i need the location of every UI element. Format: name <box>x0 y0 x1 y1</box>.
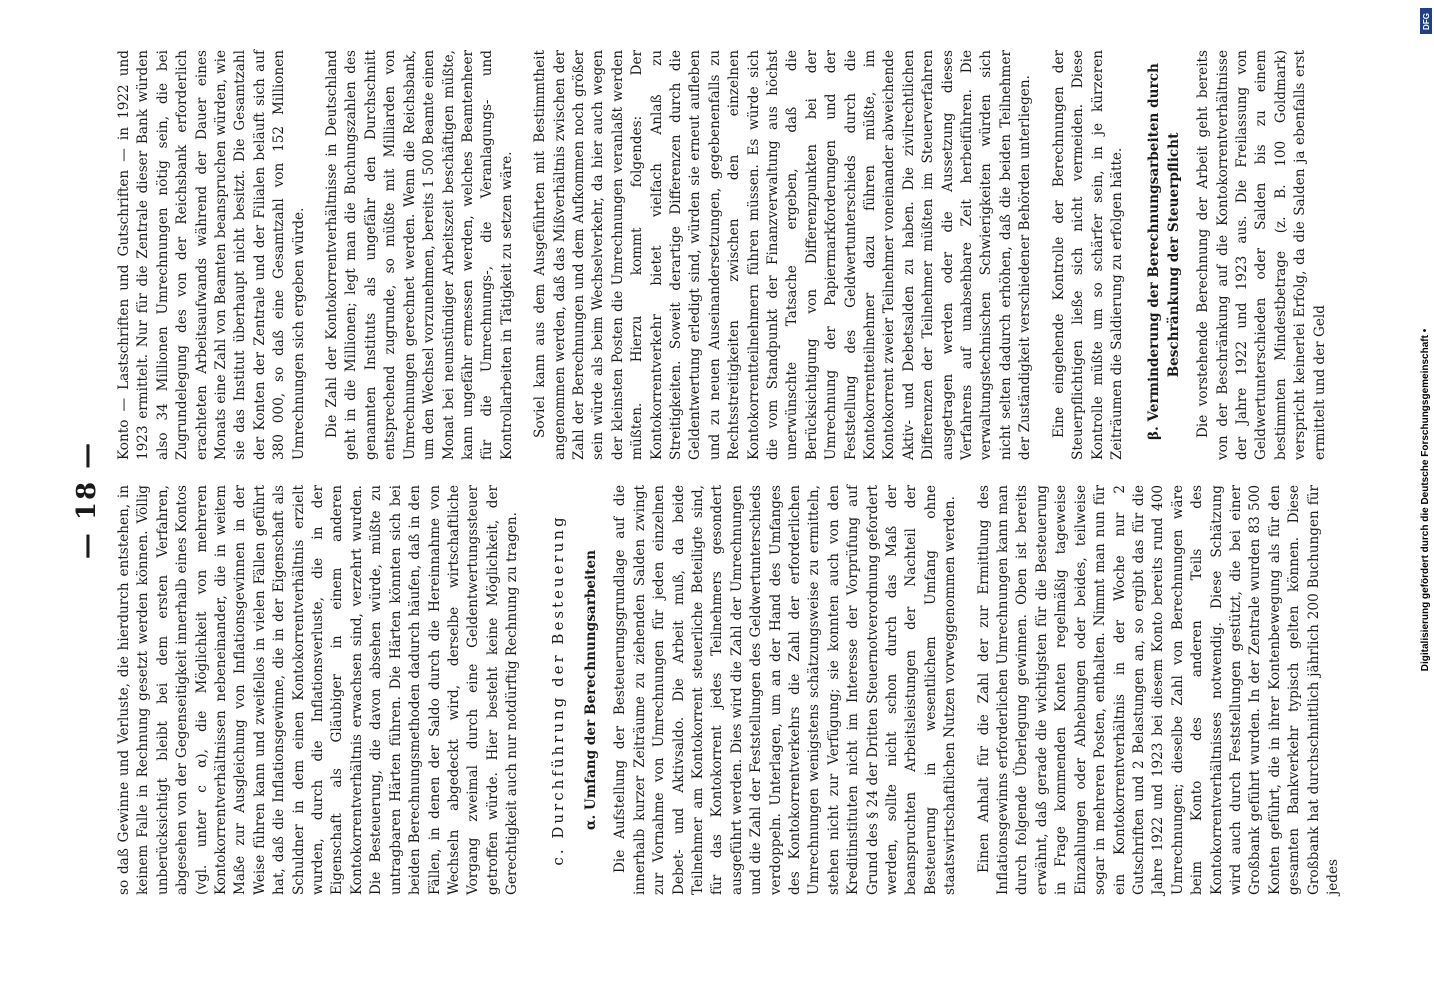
sub-heading-continuation: Beschränkung der Steuerpflicht <box>1165 132 1182 378</box>
sub-heading: β. Verminderung der Berechnungsarbeiten durch <box>1146 63 1163 440</box>
section-heading: c. Durchführung der Besteuerung <box>548 514 567 866</box>
paragraph: Eine eingehende Kontrolle der Berechnungen der Steuerpflichtigen ließe sich nicht vermeiden. Diese Kontrolle müßte um so schärfer sein, in je kürzeren Zeiträumen die Saldierung zu erfolgen hätte. <box>1050 50 1125 460</box>
paragraph: Die vorstehende Berechnung der Arbeit geht bereits von der Beschränkung auf die Kontokorrentverhältnisse der Jahre 1922 und 1923 aus. Die Freilassung von Geldwertunterschieden oder Salden bis zu einem bestimmten Mindestbetrage (z. B. 100 Goldmark) verspricht keinerlei Erfolg, da die Salden ja ebenfalls erst ermittelt und der Geld <box>1195 50 1328 460</box>
dfg-logo-text: DFG <box>1421 12 1431 30</box>
paragraph: Die Aufstellung der Besteuerungsgrundlage auf die innerhalb kurzer Zeiträume zu ziehenden Salden zwingt zur Vornahme von Umrechnungen für jeden einzelnen Debet- und Aktivsaldo. Die Arbeit muß, da beide Teilnehmer am Kontokorrent steuerliche Beteiligte sind, für das Kontokorrent jedes Teilnehmers gesondert ausgeführt werden. Dies wird die Zahl der Umrechnungen und die Zahl der Feststellungen des Geldwertunterschieds verdoppeln. Unterlagen, um an der Hand des Umfanges des Kontokorrentverkehrs die Zahl der erforderlichen Umrechnungen wenigstens schätzungsweise zu ermitteln, stehen nicht zur Verfügung; sie konnten auch von den Kreditinstituten nicht im Interesse der Vorprüfung auf Grund des § 24 der Dritten Steuernotverordnung gefordert werden, sollte nicht schon durch das Maß der beanspruchten Arbeitsleistungen der Nachteil der Besteuerung in wesentlichem Umfang ohne staatswirtschaftlichen Nutzen vorweggenommen werden. <box>612 485 959 895</box>
paragraph: so daß Gewinne und Verluste, die hierdurch entstehen, in keinem Falle in Rechnung gesetzt werden können. Völlig unberücksichtigt bleibt bei dem ersten Verfahren, abgesehen von der Gegenseitigkeit innerhalb eines Kontos (vgl. unter c α), die Möglichkeit von mehreren Kontokorrentverhältnissen nebeneinander, die in weitem Maße zur Ausgleichung von Inflationsgewinnen in der Weise führen kann und zweifellos in vielen Fällen geführt hat, daß die Inflationsgewinne, die in der Eigenschaft als Schuldner in dem einen Kontokorrentverhältnis erzielt wurden, durch die Inflationsverluste, die in der Eigenschaft als Gläubiger in einem anderen Kontokorrentverhältnis erwachsen sind, verzehrt wurden. Die Besteuerung, die davon absehen würde, müßte zu untragbaren Härten führen. Die Härten könnten sich bei beiden Berechnungsmethoden dadurch häufen, daß in den Fällen, in denen der Saldo durch die Hereinnahme von Wechseln abgedeckt wird, derselbe wirtschaftliche Vorgang zweimal durch eine Geldentwertungssteuer getroffen würde. Hier besteht keine Möglichkeit, der Gerechtigkeit auch nur notdürftig Rechnung zu tragen. <box>116 485 521 895</box>
page-number: — 18 — <box>72 440 102 560</box>
left-column <box>115 485 1343 895</box>
digitization-credit: Digitalisierung gefördert durch die Deutsche Forschungsgemeinschaft • <box>1420 328 1431 672</box>
dfg-logo <box>1420 8 1432 34</box>
right-column <box>115 50 1330 460</box>
paragraph: Konto — Lastschriften und Gutschriften — in 1922 und 1923 ermittelt. Nur für die Zentrale dieser Bank würden also 34 Millionen Umrechnungen nötig sein, die bei Zugrundelegung des von der Reichsbank erforderlich erachteten Arbeitsaufwands während der Dauer eines Monats eine Zahl von Beamten beanspruchen würden, wie sie das Institut überhaupt nicht besitzt. Die Gesamtzahl der Konten der Zentrale und der Filialen beläuft sich auf 380 000, so daß eine Gesamtzahl von 152 Millionen Umrechnungen sich ergeben würde. <box>116 50 307 460</box>
paragraph: Einen Anhalt für die Zahl der zur Ermittlung des Inflationsgewinns erforderlichen Umrechnungen kann man durch folgende Überlegung gewinnen. Oben ist bereits erwähnt, daß gerade die wichtigsten für die Besteuerung in Frage kommenden Konten regelmäßig tageweise Einzahlungen oder Abhebungen oder beides, teilweise sogar in mehreren Posten, enthalten. Nimmt man nun für ein Kontokorrentverhältnis in der Woche nur 2 Gutschriften und 2 Belastungen an, so ergibt das für die Jahre 1922 und 1923 bei diesem Konto bereits rund 400 Umrechnungen; dieselbe Zahl von Berechnungen wäre beim Konto des anderen Teils des Kontokorrentverhältnisses notwendig. Diese Schätzung wird auch durch Feststellungen gestützt, die bei einer Großbank geführt wurden. In der Zentrale wurden 83 500 Konten geführt, die in ihrer Kontenbewegung als für den gesamten Bankverkehr typisch gelten können. Diese Großbank hat durchschnittlich jährlich 200 Buchungen für jedes <box>975 485 1341 895</box>
sub-heading: α. Umfang der Berechnungsarbeiten <box>582 550 599 831</box>
paragraph: Die Zahl der Kontokorrentverhältnisse in Deutschland geht in die Millionen; legt man die Buchungszahlen des genannten Instituts als ungefähr den Durchschnitt entsprechend zugrunde, so müßte mit Milliarden von Umrechnungen gerechnet werden. Wenn die Reichsbank, um den Wechsel vorzunehmen, bereits 1 500 Beamte einen Monat bei neunstündiger Arbeitszeit beschäftigen müßte, kann ungefähr ermessen werden, welches Beamtenheer für die Umrechnungs-, die Veranlagungs- und Kontrollarbeiten in Tätigkeit zu setzen wäre. <box>324 50 515 460</box>
paragraph: Soviel kann aus dem Ausgeführten mit Bestimmtheit angenommen werden, daß das Mißverhältnis zwischen der Zahl der Berechnungen und dem Aufkommen noch größer sein würde als beim Wechselverkehr, da hier auch wegen der kleinsten Posten die Umrechnungen veranlaßt werden müßten. Hierzu kommt folgendes: Der Kontokorrentverkehr bietet vielfach Anlaß zu Streitigkeiten. Soweit derartige Differenzen durch die Geldentwertung erledigt sind, würden sie erneut aufleben und zu neuen Auseinandersetzungen, gegebenenfalls zu Rechtsstreitigkeiten zwischen den einzelnen Kontokorrentteilnehmern führen müssen. Es würde sich die vom Standpunkt der Finanzverwaltung aus höchst unerwünschte Tatsache ergeben, daß die Berücksichtigung von Differenzpunkten bei der Umrechnung der Papiermarkforderungen und der Feststellung des Geldwertunterschieds durch die Kontokorrentteilnehmer dazu führen müßte, im Kontokorrent zweier Teilnehmer voneinander abweichende Aktiv- und Debetsalden zu haben. Die zivilrechtlichen Differenzen der Teilnehmer müßten im Steuerverfahren ausgetragen werden oder die Aussetzung dieses Verfahrens auf unabsehbare Zeit herbeiführen. Die verwaltungstechnischen Schwierigkeiten würden sich nicht selten dadurch erhöhen, daß die beiden Teilnehmer der Zuständigkeit verschiedener Behörden unterliegen. <box>532 50 1034 460</box>
